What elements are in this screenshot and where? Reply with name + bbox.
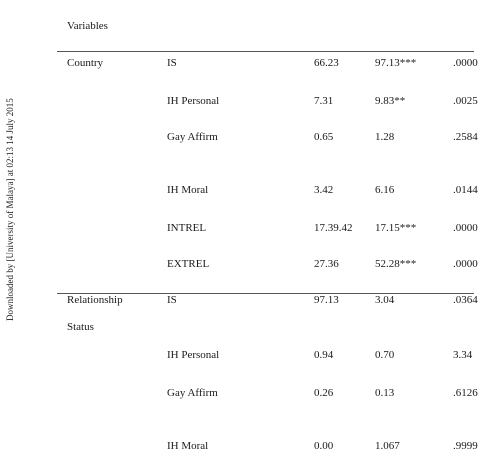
row-value-3: .0000 [453,258,478,270]
row-value-2: 97.13*** [375,57,417,69]
row-value-2: 52.28*** [375,258,417,270]
row-value-3: .0025 [453,95,478,107]
row-variable: IS [167,57,177,69]
row-variable: IH Moral [167,440,209,452]
table-rule-top [57,51,474,52]
row-value-2: 0.13 [375,387,395,399]
row-value-1: 0.00 [314,440,334,452]
row-value-2: 1.067 [375,440,400,452]
row-value-1: 7.31 [314,95,334,107]
row-value-3: .0364 [453,294,478,306]
row-value-2: 6.16 [375,184,395,196]
row-variable: IS [167,294,177,306]
group-label: Country [67,57,104,69]
row-value-2: 1.28 [375,131,395,143]
row-variable: Gay Affirm [167,131,218,143]
row-value-3: .2584 [453,131,478,143]
variables-header: Variables [67,20,108,32]
row-value-1: 27.36 [314,258,339,270]
row-value-2: 0.70 [375,349,395,361]
row-value-2: 3.04 [375,294,395,306]
row-variable: INTREL [167,222,207,234]
row-variable: EXTREL [167,258,210,270]
group-label: Relationship [67,294,123,306]
group-label-continued: Status [67,321,94,333]
row-value-1: 0.65 [314,131,334,143]
row-value-2: 9.83** [375,95,406,107]
row-variable: IH Personal [167,349,220,361]
row-value-3: .0000 [453,57,478,69]
row-value-3: 3.34 [453,349,473,361]
row-value-1: 3.42 [314,184,334,196]
row-value-3: .6126 [453,387,478,399]
row-variable: Gay Affirm [167,387,218,399]
row-variable: IH Personal [167,95,220,107]
row-value-1: 97.13 [314,294,339,306]
row-value-3: .0000 [453,222,478,234]
row-value-3: .9999 [453,440,478,452]
download-watermark: Downloaded by [University of Malaya] at 02:13 14 July 2015 [5,98,15,321]
row-value-2: 17.15*** [375,222,417,234]
row-variable: IH Moral [167,184,209,196]
row-value-1: 66.23 [314,57,339,69]
row-value-1: 0.94 [314,349,334,361]
row-value-1: 0.26 [314,387,334,399]
row-value-1: 17.39.42 [314,222,353,234]
row-value-3: .0144 [453,184,478,196]
